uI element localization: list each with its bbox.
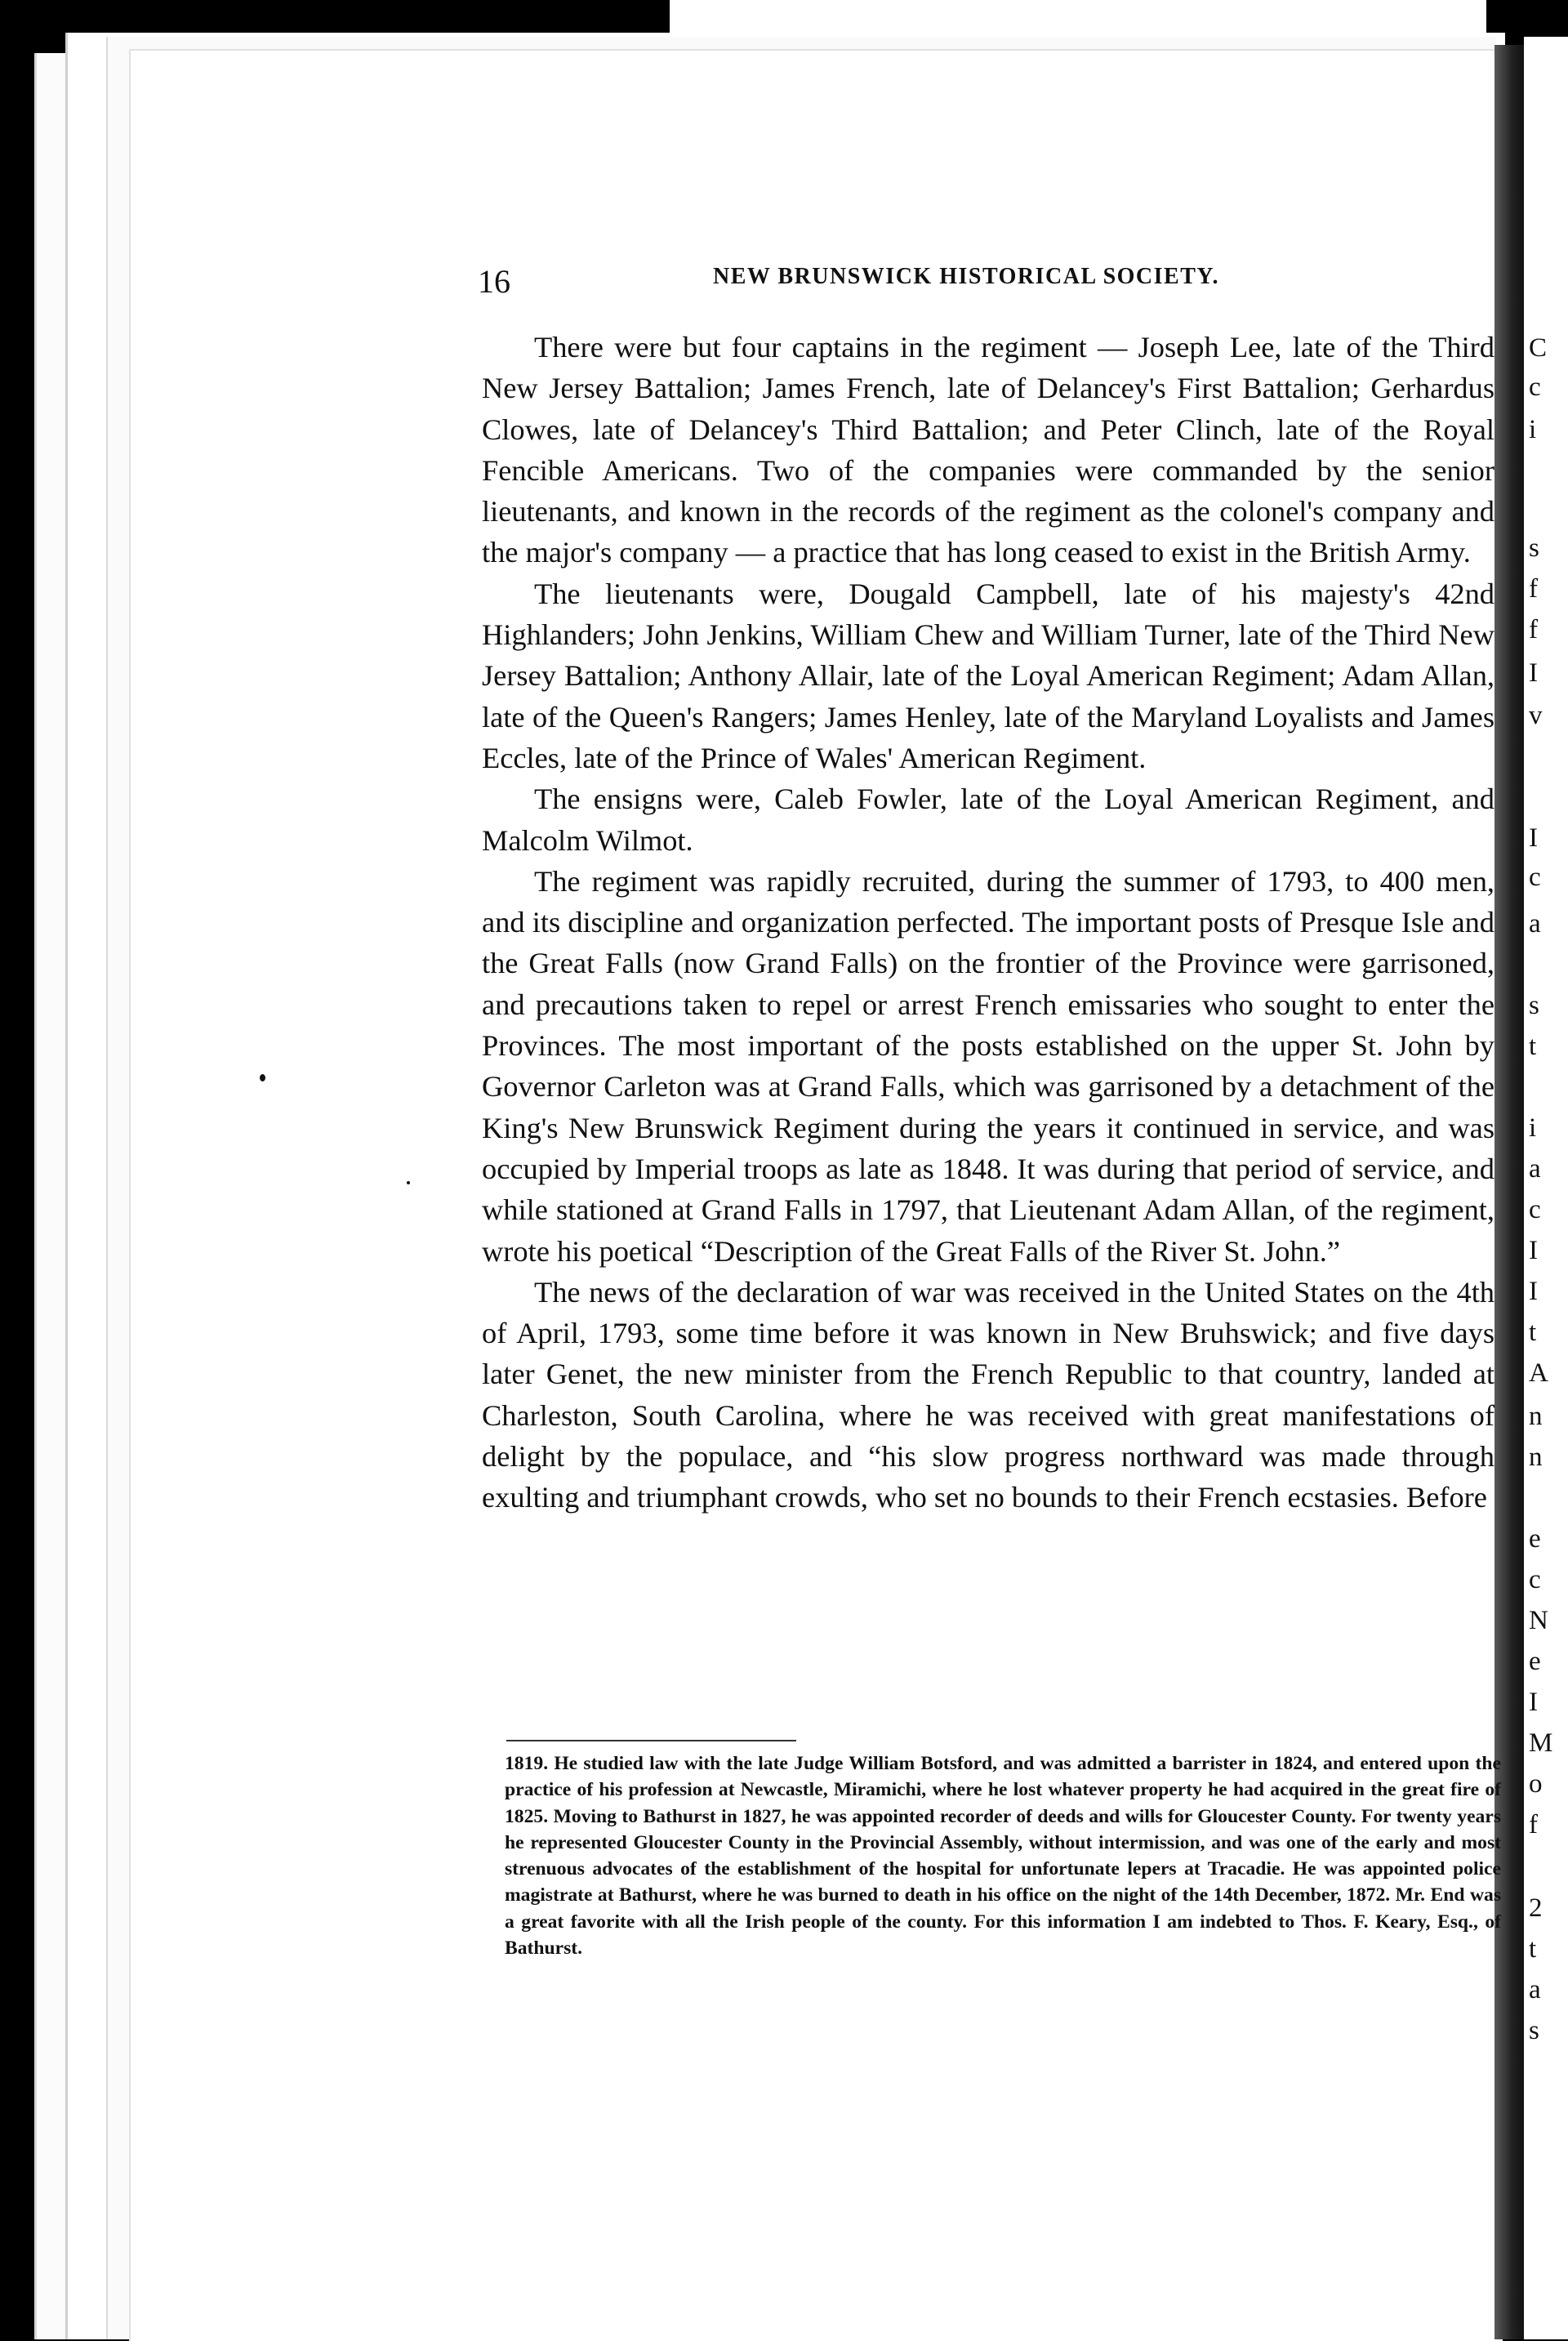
- facing-page-fragment: I: [1529, 1688, 1538, 1717]
- facing-page-fragment: A: [1529, 1358, 1548, 1388]
- facing-page-fragment: f: [1529, 615, 1538, 644]
- facing-page-fragment: t: [1529, 1934, 1537, 1964]
- facing-page-fragment: a: [1529, 909, 1541, 939]
- running-head: [478, 215, 1490, 300]
- facing-page-fragment: c: [1529, 863, 1541, 892]
- paragraph: The regiment was rapidly recruited, during the summer of 1793, to 400 men, and its discipline and organization perfected. The important posts of Presque Isle and the Great Falls (now Grand Falls) on the frontier of the Province were garrisoned, and precautions taken to repel or arrest French emissaries who sought to enter the Provinces. The most important of the posts established on the upper St. John by Governor Carleton was at Grand Falls, which was garrisoned by a detachment of the King's New Brunswick Regiment during the years it continued in service, and was occupied by Imperial troops as late as 1848. It was during that period of service, and while stationed at Grand Falls in 1797, that Lieutenant Adam Allan, of the regiment, wrote his poetical “Description of the Great Falls of the River St. John.”: [482, 864, 1494, 1268]
- facing-page-fragment: t: [1529, 1032, 1537, 1061]
- facing-page-fragment: e: [1529, 1647, 1541, 1676]
- facing-page-fragment: o: [1529, 1769, 1543, 1799]
- body-text: [482, 327, 1494, 1518]
- facing-page-fragment: M: [1529, 1728, 1553, 1758]
- facing-page-fragment: i: [1529, 1113, 1537, 1143]
- book-gutter: [1494, 45, 1524, 2339]
- scan-edge: [670, 0, 1486, 33]
- facing-page-fragment: f: [1529, 574, 1538, 604]
- stray-mark: [407, 1181, 410, 1184]
- facing-page-fragment: s: [1529, 2016, 1539, 2045]
- footnote-rule: [506, 1740, 796, 1741]
- facing-page-fragment: c: [1529, 1195, 1541, 1224]
- header-title: NEW BRUNSWICK HISTORICAL SOCIETY.: [713, 264, 1220, 289]
- facing-page-fragment: c: [1529, 1565, 1541, 1594]
- facing-page-fragment: n: [1529, 1402, 1543, 1431]
- facing-page-fragment: i: [1529, 415, 1537, 444]
- facing-page-fragment: I: [1529, 658, 1538, 688]
- paragraph: The ensigns were, Caleb Fowler, late of the Loyal American Regiment, and Malcolm Wilmot.: [482, 783, 1494, 857]
- facing-page-fragment: 2: [1529, 1893, 1543, 1923]
- paragraph: The news of the declaration of war was received in the United States on the 4th of April, 1793, some time before it was known in New Bruhswick; and five days later Genet, the new minister from the French Republic to that country, landed at Charleston, South Carolina, where he was received with great manifestations of delight by the populace, and “his slow progress northward was made through exulting and triumphant crowds, who set no bounds to their French ecstasies. Before: [482, 1275, 1494, 1514]
- facing-page-fragment: I: [1529, 1277, 1538, 1306]
- paragraph: The lieutenants were, Dougald Campbell, late of his majesty's 42nd Highlanders; John Jenkins, William Chew and William Turner, late of the Third New Jersey Battalion; Anthony Allair, late of the Loyal American Regiment; Adam Allan, late of the Queen's Rangers; James Henley, late of the Maryland Loyalists and James Eccles, late of the Prince of Wales' American Regiment.: [482, 577, 1494, 774]
- facing-page-fragment: C: [1529, 333, 1548, 363]
- facing-page-fragment: a: [1529, 1154, 1541, 1184]
- facing-page-fragment: a: [1529, 1975, 1541, 2004]
- facing-page-fragment: s: [1529, 533, 1539, 563]
- facing-page-fragment: s: [1529, 991, 1539, 1020]
- facing-page-fragment: I: [1529, 1236, 1538, 1265]
- facing-page-fragment: N: [1529, 1606, 1548, 1635]
- paragraph: There were but four captains in the regiment — Joseph Lee, late of the Third New Jersey Battalion; James French, late of Delancey's First Battalion; Gerhardus Clowes, late of Delancey's Third Battalion; and Peter Clinch, late of the Royal Fencible Americans. Two of the companies were commanded by the senior lieutenants, and known in the records of the regiment as the colonel's company and the major's company — a practice that has long ceased to exist in the British Army.: [482, 331, 1494, 569]
- facing-page-fragment: n: [1529, 1443, 1543, 1472]
- stray-mark: [260, 1074, 265, 1081]
- facing-page-fragment: c: [1529, 372, 1541, 402]
- facing-page-fragment: I: [1529, 823, 1538, 853]
- facing-page-fragment: f: [1529, 1810, 1538, 1839]
- facing-page-fragment: e: [1529, 1524, 1541, 1554]
- facing-page-fragment: t: [1529, 1318, 1537, 1347]
- facing-page-fragment: v: [1529, 701, 1543, 730]
- facing-page-edge: [1524, 37, 1568, 2339]
- page-number: 16: [478, 263, 510, 300]
- footnote: 1819. He studied law with the late Judge William Botsford, and was admitted a barrister in 1824, and entered upon the practice of his profession at Newcastle, Miramichi, where he lost whatever property he had acquired in the great fire of 1825. Moving to Bathurst in 1827, he was appointed recorder of deeds and wills for Gloucester County. For twenty years he represented Gloucester County in the Provincial Assembly, without intermission, and was one of the early and most strenuous advocates of the establishment of the hospital for unfortunate lepers at Tracadie. He was appointed police magistrate at Bathurst, where he was burned to death in his office on the night of the 14th December, 1872. Mr. End was a great favorite with all the Irish people of the county. For this information I am indebted to Thos. F. Keary, Esq., of Bathurst.: [505, 1753, 1501, 1960]
